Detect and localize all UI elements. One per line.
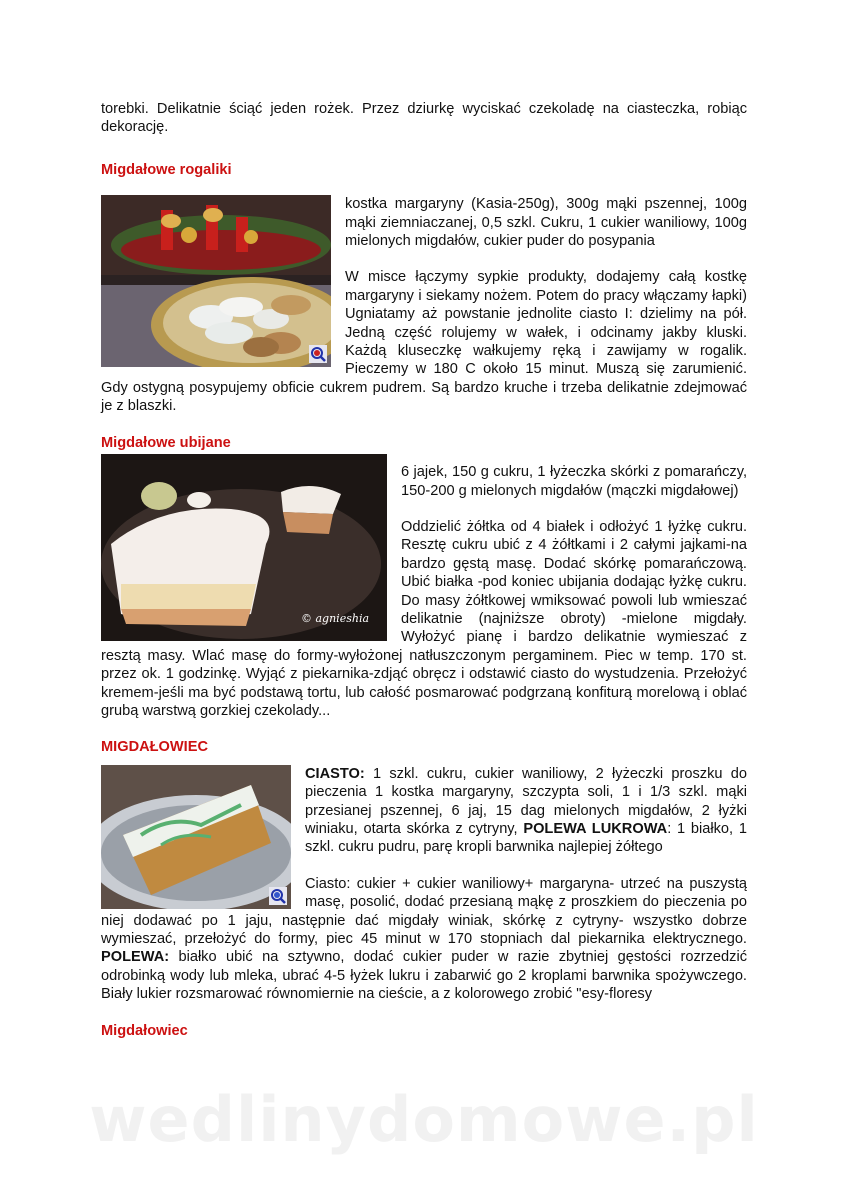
intro-paragraph: torebki. Delikatnie ściąć jeden rożek. Przez dziurkę wyciskać czekoladę na ciasteczka, robiąc dekorację.	[101, 101, 747, 136]
ingredients-text: CIASTO: 1 szkl. cukru, cukier waniliowy, 2 łyżeczki proszku do pieczenia 1 kostka margaryny, szczypta soli, 1 i 1/3 szkl. mąki przesianej pszennej, 6 jaj, 15 dag mielonych migdałów, 2 łyżki winiaku, otarta skórka z cytryny, POLEWA LUKROWA: 1 białko, 1 szkl. cukru pudru, parę kropli barwnika najlepiej żółtego	[305, 765, 747, 856]
ingredients-text: kostka margaryny (Kasia-250g), 300g mąki pszennej, 100g mąki ziemniaczanej, 0,5 szkl. Cukru, 1 cukier waniliowy, 100g mielonych migdałów, cukier puder do posypania	[345, 196, 747, 250]
zoom-icon[interactable]	[309, 345, 327, 363]
recipe-photo-rogaliki	[101, 195, 331, 367]
document-page	[101, 100, 747, 1040]
watermark: wedlinydomowe.pl	[89, 1083, 759, 1156]
section-heading: Migdałowe ubijane	[101, 434, 231, 451]
section-migdalowe-ubijane	[101, 434, 747, 721]
section-migdalowiec-upper	[101, 738, 747, 1003]
method-text: W misce łączymy sypkie produkty, dodajemy całą kostkę margaryny i siekamy nożem. Potem do pracy włączamy łapki) Ugniatamy aż powstanie jednolite ciasto I: dzielimy na pół. Jedną część rolujemy w wałek, i odcinamy jakby kluski. Każdą kluseczkę wałkujemy ręką i zawijamy w rogalik. Pieczemy w 180 C około 15 minut. Muszą się zarumienić. Gdy ostygną posypujemy obficie cukrem pudrem. Są bardzo kruche i trzeba delikatnie zdejmować je z blaszki.	[101, 269, 747, 415]
section-migdalowiec-lower	[101, 1022, 747, 1040]
zoom-icon[interactable]	[269, 887, 287, 905]
section-heading: MIGDAŁOWIEC	[101, 739, 209, 756]
section-migdalowe-rogaliki	[101, 161, 747, 416]
method-text: Oddzielić żółtka od 4 białek i odłożyć 1 łyżkę cukru. Resztę cukru ubić z 4 żółtkami i 2 całymi jajkami-na bardzo gęstą masę. Dodać skórkę pomarańczową. Ubić białka -pod koniec ubijania dodając łyżkę cukru. Do masy żółtkowej wmiksować powoli lub wmieszać delikatnie (najniższe obroty) -mielone migdały. Wyłożyć pianę i bardzo delikatnie wymieszać z resztą masy. Wlać masę do formy-wyłożonej natłuszczonym pergaminem. Piec w temp. 170 st. przez ok. 1 godzinkę. Wyjąć z piekarnika-zdjąć obręcz i odstawić ciasto do wystudzenia. Przełożyć kremem-jeśli ma być podstawą tortu, lub całość posmarować podgrzaną konfiturą morelową i oblać grubą warstwą gorzkiej czekolady...	[101, 518, 747, 719]
section-heading: Migdałowe rogaliki	[101, 161, 232, 178]
section-heading: Migdałowiec	[101, 1022, 188, 1039]
recipe-photo-migdalowiec	[101, 765, 291, 909]
image-signature: © agnieshia	[301, 612, 370, 626]
method-text: Ciasto: cukier + cukier waniliowy+ margaryna- utrzeć na puszystą masę, posolić, dodać przesianą mąkę z proszkiem do pieczenia po niej dodawać po 1 jaju, następnie dać migdały winiak, skórkę z cytryny- wszystko dobrze wymieszać, przełożyć do formy, piec 45 minut w 170 stopniach dal piekarnika elektrycznego. POLEWA: białko ubić na sztywno, dodać cukier puder w razie zbytniej gęstości rozrzedzić odrobinką wody lub mleka, ubrać 4-5 łyżek lukru i zabarwić go 2 kroplami barwnika spożywczego. Biały lukier rozsmarować równomiernie na cieście, a z kolorowego zrobić "esy-floresy	[101, 875, 747, 1003]
recipe-photo-ubijane	[101, 454, 387, 641]
ingredients-text: 6 jajek, 150 g cukru, 1 łyżeczka skórki z pomarańczy, 150-200 g mielonych migdałów (mączki migdałowej)	[401, 464, 747, 499]
